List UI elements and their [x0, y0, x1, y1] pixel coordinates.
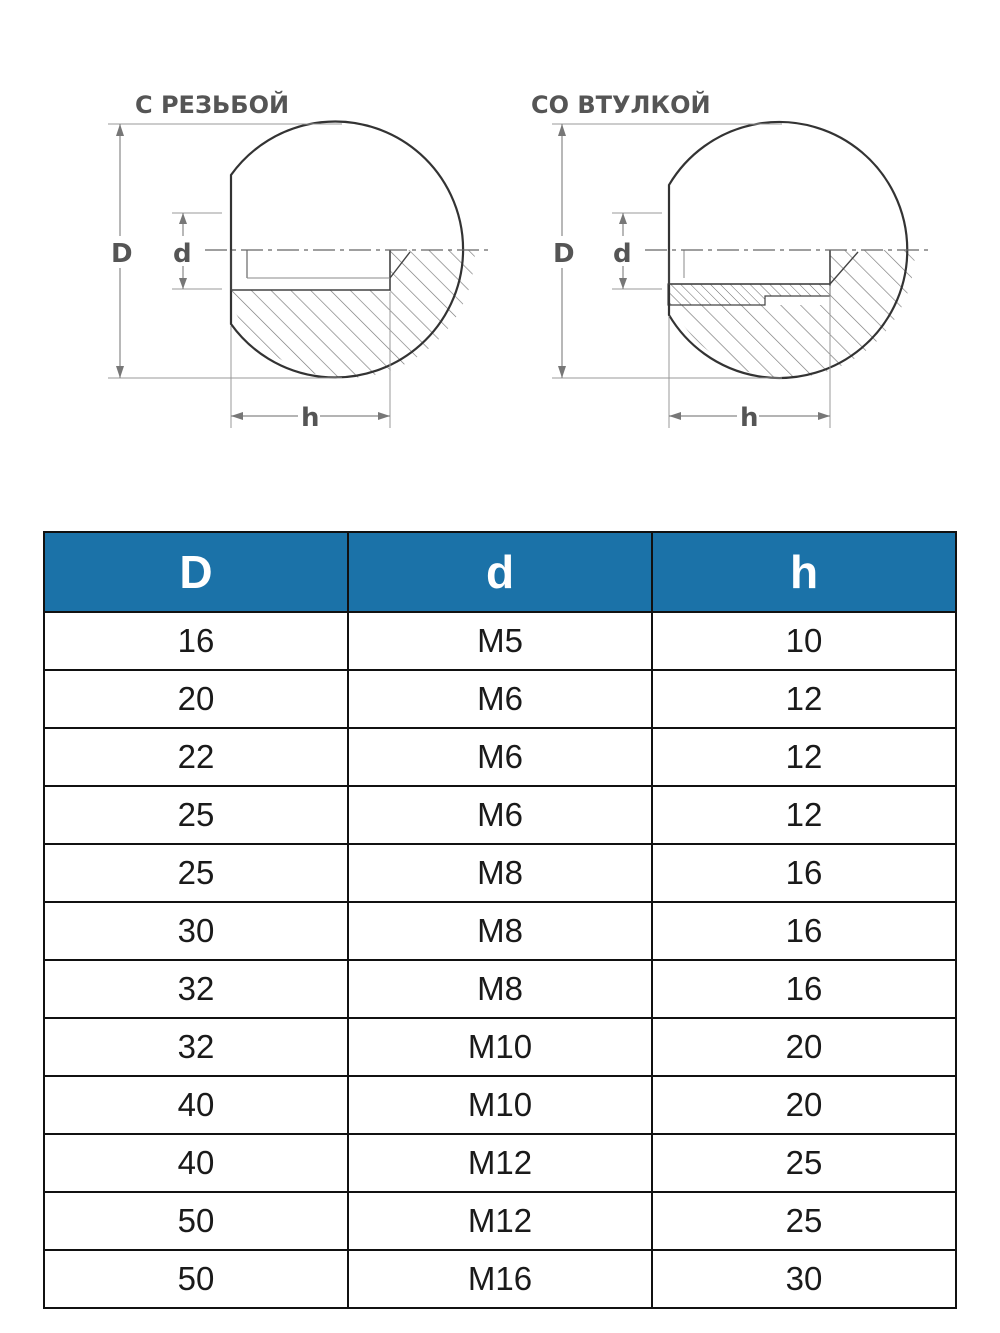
cell-D: 25: [44, 844, 348, 902]
dimension-label-D: D: [111, 239, 133, 269]
cell-h: 16: [652, 844, 956, 902]
hatched-section-body: [668, 250, 915, 390]
cell-h: 16: [652, 902, 956, 960]
technical-drawings: [0, 0, 1000, 470]
cell-D: 16: [44, 612, 348, 670]
dimension-label-h: h: [740, 403, 759, 433]
dimension-label-d: d: [613, 239, 632, 269]
table-row: [44, 1018, 956, 1076]
cell-d: M8: [348, 844, 652, 902]
cell-h: 12: [652, 786, 956, 844]
table-row: [44, 1134, 956, 1192]
table-row: [44, 902, 956, 960]
cell-h: 12: [652, 728, 956, 786]
column-header-D: D: [44, 532, 348, 612]
dimensions-table: [43, 531, 957, 1309]
drawing-threaded: [108, 90, 488, 433]
cell-d: M5: [348, 612, 652, 670]
thread-hole: [231, 250, 390, 290]
cell-D: 30: [44, 902, 348, 960]
cell-D: 32: [44, 1018, 348, 1076]
cell-d: M6: [348, 786, 652, 844]
cell-h: 25: [652, 1192, 956, 1250]
cell-D: 50: [44, 1192, 348, 1250]
table-row: [44, 960, 956, 1018]
cell-d: M12: [348, 1192, 652, 1250]
cell-d: M16: [348, 1250, 652, 1308]
cell-D: 40: [44, 1076, 348, 1134]
cell-d: M8: [348, 960, 652, 1018]
column-header-d: d: [348, 532, 652, 612]
cell-h: 10: [652, 612, 956, 670]
cell-d: M12: [348, 1134, 652, 1192]
table-row: [44, 844, 956, 902]
table-row: [44, 728, 956, 786]
table-row: [44, 670, 956, 728]
dimension-label-D: D: [553, 239, 575, 269]
cell-d: M6: [348, 670, 652, 728]
cell-D: 22: [44, 728, 348, 786]
table-row: [44, 612, 956, 670]
cell-h: 30: [652, 1250, 956, 1308]
table-row: [44, 1076, 956, 1134]
cell-d: M8: [348, 902, 652, 960]
cell-D: 40: [44, 1134, 348, 1192]
cell-d: M10: [348, 1018, 652, 1076]
cell-D: 50: [44, 1250, 348, 1308]
drawing-title-threaded: С РЕЗЬБОЙ: [135, 91, 290, 119]
cell-h: 16: [652, 960, 956, 1018]
cell-h: 12: [652, 670, 956, 728]
cell-D: 20: [44, 670, 348, 728]
cell-d: M6: [348, 728, 652, 786]
cell-h: 25: [652, 1134, 956, 1192]
cell-D: 25: [44, 786, 348, 844]
table-row: [44, 786, 956, 844]
hatched-section: [230, 250, 475, 390]
cell-d: M10: [348, 1076, 652, 1134]
dimension-label-d: d: [173, 239, 192, 269]
dimension-label-h: h: [301, 403, 320, 433]
drawing-title-bushing: СО ВТУЛКОЙ: [531, 91, 711, 119]
column-header-h: h: [652, 532, 956, 612]
cell-h: 20: [652, 1018, 956, 1076]
table-header-row: [44, 532, 956, 612]
drawing-bushing: [531, 90, 928, 433]
cell-D: 32: [44, 960, 348, 1018]
cell-h: 20: [652, 1076, 956, 1134]
table-row: [44, 1250, 956, 1308]
bushing-insert: [668, 284, 830, 305]
table-row: [44, 1192, 956, 1250]
